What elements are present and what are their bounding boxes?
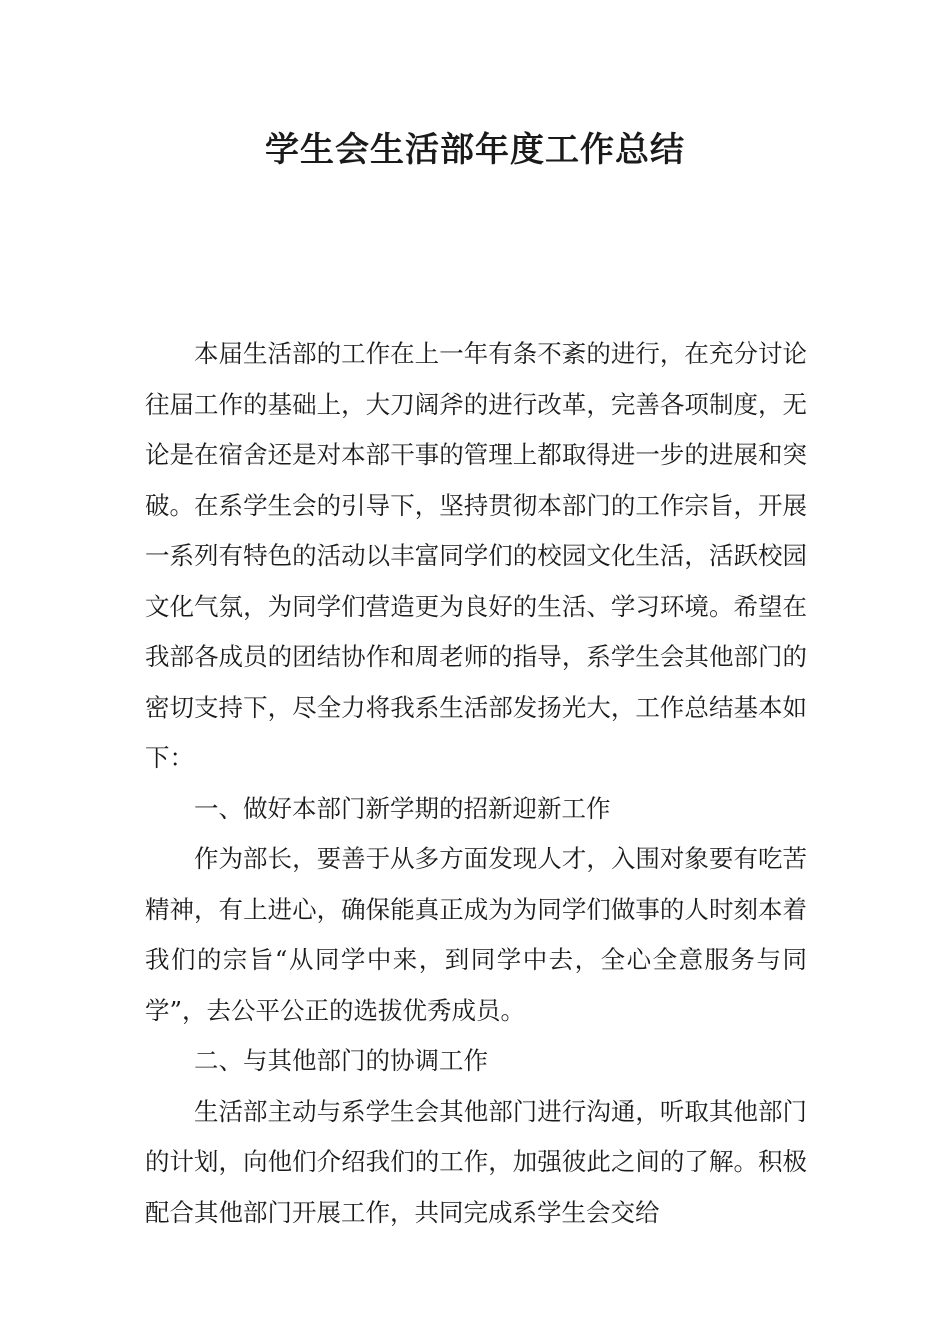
document-body xyxy=(145,329,807,1238)
paragraph-recruitment: 作为部长，要善于从多方面发现人才，入围对象要有吃苦精神，有上进心，确保能真正成为为同学们做事的人时刻本着我们的宗旨“从同学中来，到同学中去，全心全意服务与同学”，去公平公正的选拔优秀成员。 xyxy=(145,844,807,1025)
paragraph-intro: 本届生活部的工作在上一年有条不紊的进行，在充分讨论往届工作的基础上，大刀阔斧的进行改革，完善各项制度，无论是在宿舍还是对本部干事的管理上都取得进一步的进展和突破。在系学生会的引导下，坚持贯彻本部门的工作宗旨，开展一系列有特色的活动以丰富同学们的校园文化生活，活跃校园文化气氛，为同学们营造更为良好的生活、学习环境。希望在我部各成员的团结协作和周老师的指导，系学生会其他部门的密切支持下，尽全力将我系生活部发扬光大，工作总结基本如下： xyxy=(145,339,807,772)
document-title: 学生会生活部年度工作总结 xyxy=(265,130,685,170)
section-heading-2: 二、与其他部门的协调工作 xyxy=(194,1046,488,1075)
paragraph-coordination: 生活部主动与系学生会其他部门进行沟通，听取其他部门的计划，向他们介绍我们的工作，加强彼此之间的了解。积极配合其他部门开展工作，共同完成系学生会交给 xyxy=(145,1096,807,1227)
section-heading-1: 一、做好本部门新学期的招新迎新工作 xyxy=(194,793,611,823)
